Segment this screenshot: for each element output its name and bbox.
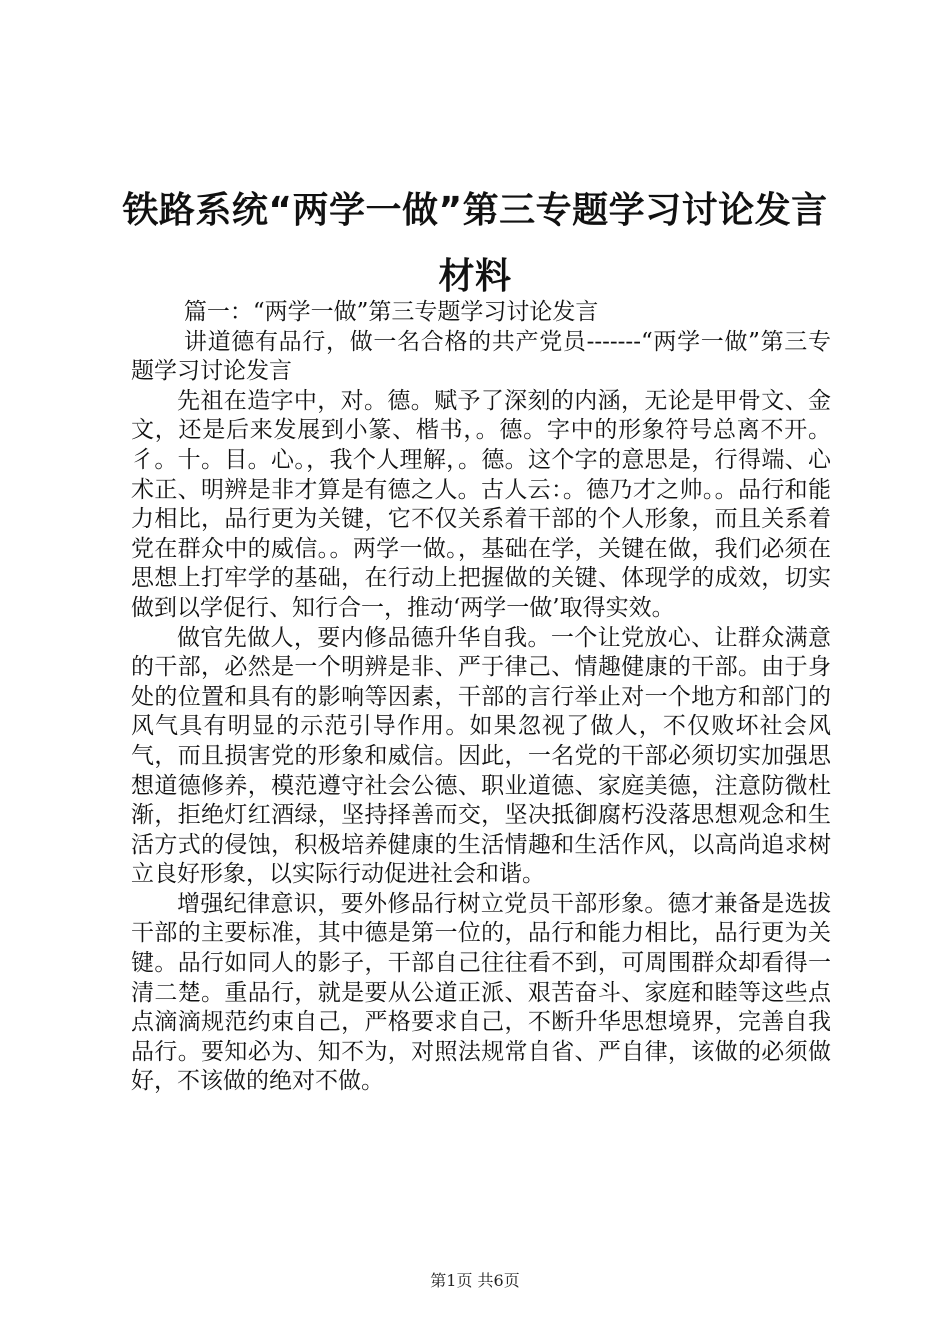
body-paragraph: 先祖在造字中，对。德。赋予了深刻的内涵，无论是甲骨文、金文，还是后来发展到小篆、楷书，。德。字中的形象符号总离不开。彳。十。目。心。，我个人理解，。德。这个字的意思是，行得端、心术正、明辨是非才算是有德之人。古人云：。德乃才之帅。。品行和能力相比，品行更为关键，它不仅关系着干部的个人形象，而且关系着党在群众中的威信。。两学一做。，基础在学，关键在做，我们必须在思想上打牢学的基础，在行动上把握做的关键、体现学的成效，切实做到以学促行、知行合一，推动‘两学一做’取得实效。 [131,387,831,621]
subtitle-paragraph: 讲道德有品行，做一名合格的共产党员-------“两学一做”第三专题学习讨论发言 [131,328,831,385]
body-paragraph: 做官先做人，要内修品德升华自我。一个让党放心、让群众满意的干部，必然是一个明辨是非、严于律己、情趣健康的干部。由于身处的位置和具有的影响等因素，干部的言行举止对一个地方和部门的风气具有明显的示范引导作用。如果忽视了做人，不仅败坏社会风气，而且损害党的形象和威信。因此，一名党的干部必须切实加强思想道德修养，模范遵守社会公德、职业道德、家庭美德，注意防微杜渐，拒绝灯红酒绿，坚持择善而交，坚决抵御腐朽没落思想观念和生活方式的侵蚀，积极培养健康的生活情趣和生活作风，以高尚追求树立良好形象，以实际行动促进社会和谐。 [131,624,831,888]
page-footer: 第1页 共6页 [430,1271,520,1290]
body-paragraph: 增强纪律意识，要外修品行树立党员干部形象。德才兼备是选拔干部的主要标准，其中德是第一位的，品行和能力相比，品行更为关键。品行如同人的影子，干部自己往往看不到，可周围群众却看得一清二楚。重品行，就是要从公道正派、艰苦奋斗、家庭和睦等这些点点滴滴规范约束自己，严格要求自己，不断升华思想境界，完善自我品行。要知必为、知不为，对照法规常自省、严自律，该做的必须做好，不该做的绝对不做。 [131,890,831,1095]
section-heading: 篇一：“两学一做”第三专题学习讨论发言 [183,299,599,325]
document-body [131,298,831,1097]
document-title: 铁路系统“两学一做”第三专题学习讨论发言材料 [122,190,828,297]
